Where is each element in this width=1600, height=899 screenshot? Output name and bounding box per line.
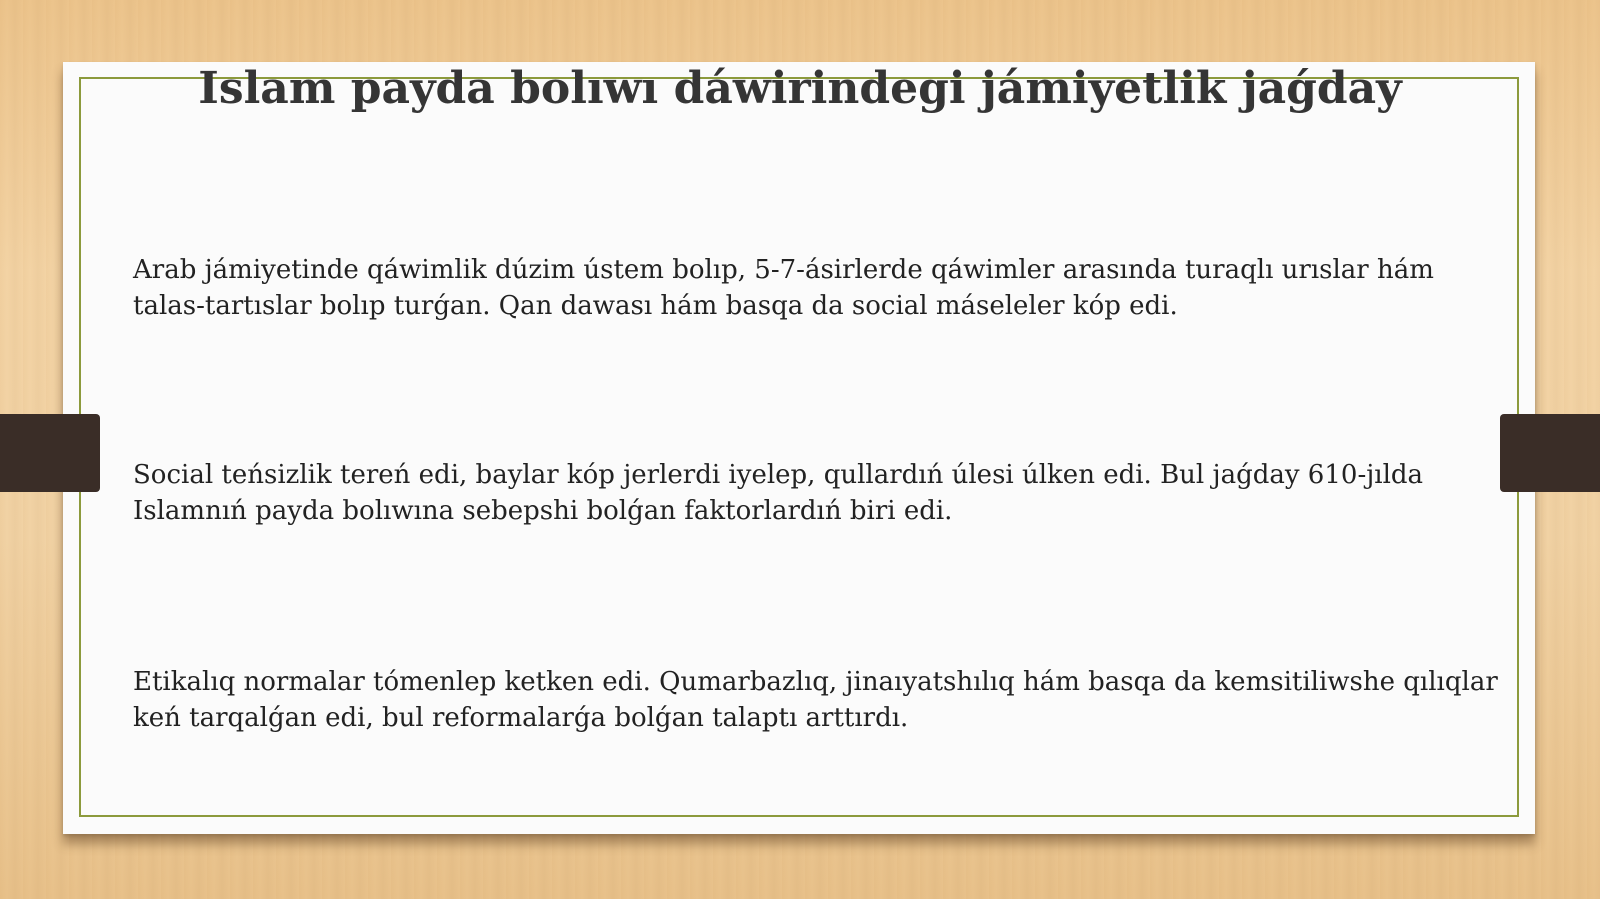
paragraph-social-inequality: Social teńsizlik tereń edi, baylar kóp jerlerdi iyelep, qullardıń úlesi úlken edi. Bul jaǵday 610-jılda Islamnıń payda bolıwına sebepshi bolǵan faktorlardıń biri edi. xyxy=(133,460,1424,526)
slide-title: Islam payda bolıwı dáwirindegi jámiyetlik jaǵday xyxy=(198,63,1402,114)
paragraph-ethical-decline: Etikalıq normalar tómenlep ketken edi. Qumarbazlıq, jinaıyatshılıq hám basqa da kemsitiliwshe qılıqlar keń tarqalǵan edi, bul reformalarǵa bolǵan talaptı arttırdı. xyxy=(133,667,1498,733)
left-decorative-tab xyxy=(0,414,100,492)
right-decorative-tab xyxy=(1500,414,1600,492)
paragraph-tribal-system: Arab jámiyetinde qáwimlik dúzim ústem bolıp, 5-7-ásirlerde qáwimler arasında turaqlı urıslar hám talas-tartıslar bolıp turǵan. Qan dawası hám basqa da social máseleler kóp edi. xyxy=(133,255,1434,321)
